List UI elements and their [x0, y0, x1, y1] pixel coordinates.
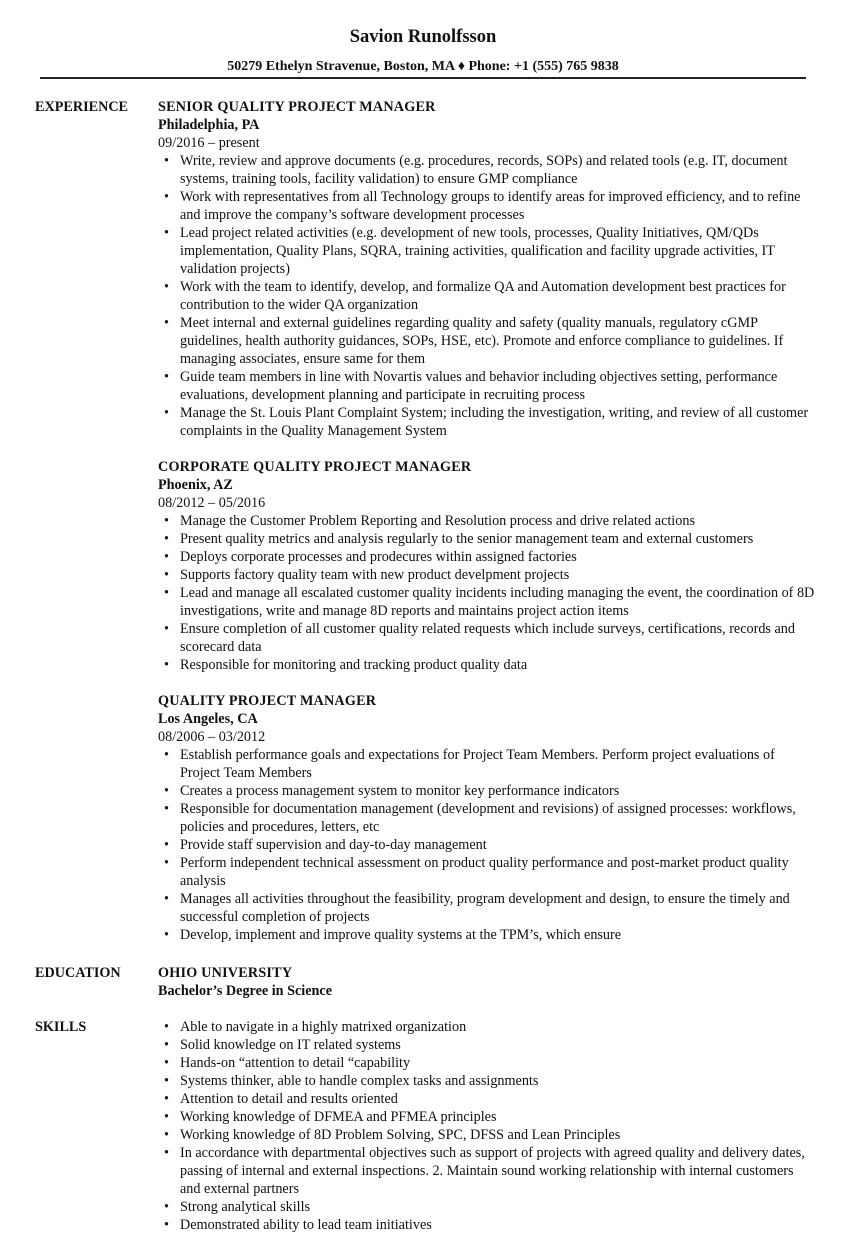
list-item: • Responsible for monitoring and tracking product quality data	[158, 656, 815, 674]
contact-line: 50279 Ethelyn Stravenue, Boston, MA ♦ Phone: +1 (555) 765 9838	[227, 59, 619, 74]
list-item: • Lead and manage all escalated customer quality incidents including managing the event, the coordination of 8D investigations, write and manage 8D reports and maintains project action items	[158, 584, 815, 620]
job-title: QUALITY PROJECT MANAGER	[158, 693, 377, 709]
list-item: • Systems thinker, able to handle complex tasks and assignments	[158, 1072, 815, 1090]
job-bullets	[158, 512, 815, 674]
resume-content	[35, 98, 815, 1234]
education-heading: EDUCATION	[35, 965, 121, 981]
job-dates: 08/2012 – 05/2016	[158, 495, 266, 511]
list-item: • Strong analytical skills	[158, 1198, 815, 1216]
skills-body	[158, 1018, 815, 1234]
skills-heading: SKILLS	[35, 1019, 87, 1035]
experience-heading: EXPERIENCE	[35, 99, 129, 115]
job-title: CORPORATE QUALITY PROJECT MANAGER	[158, 459, 472, 475]
list-item: • Manages all activities throughout the feasibility, program development and design, to ensure the timely and successful completion of projects	[158, 890, 815, 926]
job-dates: 09/2016 – present	[158, 135, 260, 151]
list-item: • Develop, implement and improve quality systems at the TPM’s, which ensure	[158, 926, 815, 944]
school-name: OHIO UNIVERSITY	[158, 965, 293, 981]
job-bullets	[158, 152, 815, 440]
list-item: • Ensure completion of all customer quality related requests which include surveys, certifications, records and scorecard data	[158, 620, 815, 656]
list-item: • Establish performance goals and expectations for Project Team Members. Perform project evaluations of Project Team Members	[158, 746, 815, 782]
list-item: • Supports factory quality team with new product develpment projects	[158, 566, 815, 584]
list-item: • Responsible for documentation management (development and revisions) of assigned processes: workflows, policies and procedures, letters, etc	[158, 800, 815, 836]
list-item: • Work with representatives from all Technology groups to identify areas for improved efficiency, and to refine and improve the company’s software development processes	[158, 188, 815, 224]
degree: Bachelor’s Degree in Science	[158, 983, 333, 999]
list-item: • Able to navigate in a highly matrixed organization	[158, 1018, 815, 1036]
list-item: • Present quality metrics and analysis regularly to the senior management team and external customers	[158, 530, 815, 548]
list-item: • Provide staff supervision and day-to-day management	[158, 836, 815, 854]
skills-section	[35, 1018, 815, 1234]
list-item: • Working knowledge of DFMEA and PFMEA principles	[158, 1108, 815, 1126]
list-item: • Solid knowledge on IT related systems	[158, 1036, 815, 1054]
experience-body	[158, 98, 815, 962]
list-item: • Write, review and approve documents (e.g. procedures, records, SOPs) and related tools (e.g. IT, document systems, training tools, facility validation) to ensure GMP compliance	[158, 152, 815, 188]
list-item: • Meet internal and external guidelines regarding quality and safety (quality manuals, regulatory cGMP guidelines, health authority guidances, SOPs, HSE, etc). Promote and enforce compliance to guidelines. If managing associates, ensure same for them	[158, 314, 815, 368]
header-divider	[40, 77, 806, 79]
candidate-name: Savion Runolfsson	[349, 27, 497, 47]
job-entry	[158, 458, 815, 674]
job-location: Philadelphia, PA	[158, 117, 260, 133]
list-item: • In accordance with departmental objectives such as support of projects with agreed quality and delivery dates, passing of internal and external inspections. 2. Maintain sound working relationship with internal customers and external partners	[158, 1144, 815, 1198]
list-item: • Working knowledge of 8D Problem Solving, SPC, DFSS and Lean Principles	[158, 1126, 815, 1144]
list-item: • Deploys corporate processes and prodecures within assigned factories	[158, 548, 815, 566]
list-item: • Manage the Customer Problem Reporting and Resolution process and drive related actions	[158, 512, 815, 530]
list-item: • Demonstrated ability to lead team initiatives	[158, 1216, 815, 1234]
job-entry	[158, 98, 815, 440]
experience-section	[35, 98, 815, 962]
education-body	[158, 964, 815, 1000]
job-entry	[158, 692, 815, 944]
list-item: • Manage the St. Louis Plant Complaint System; including the investigation, writing, and review of all customer complaints in the Quality Management System	[158, 404, 815, 440]
job-dates: 08/2006 – 03/2012	[158, 729, 266, 745]
skills-list	[158, 1018, 815, 1234]
education-section	[35, 964, 815, 1000]
list-item: • Attention to detail and results oriented	[158, 1090, 815, 1108]
job-title: SENIOR QUALITY PROJECT MANAGER	[158, 99, 436, 115]
list-item: • Work with the team to identify, develop, and formalize QA and Automation development best practices for contribution to the wider QA organization	[158, 278, 815, 314]
job-location: Los Angeles, CA	[158, 711, 258, 727]
list-item: • Guide team members in line with Novartis values and behavior including objectives setting, performance evaluations, development planning and participate in recruiting process	[158, 368, 815, 404]
list-item: • Perform independent technical assessment on product quality performance and post-market product quality analysis	[158, 854, 815, 890]
list-item: • Lead project related activities (e.g. development of new tools, processes, Quality Initiatives, QM/QDs implementation, Quality Plans, SQRA, training activities, qualification and facility upgrade activities, IT validation projects)	[158, 224, 815, 278]
list-item: • Hands-on “attention to detail “capability	[158, 1054, 815, 1072]
job-bullets	[158, 746, 815, 944]
job-location: Phoenix, AZ	[158, 477, 233, 493]
list-item: • Creates a process management system to monitor key performance indicators	[158, 782, 815, 800]
